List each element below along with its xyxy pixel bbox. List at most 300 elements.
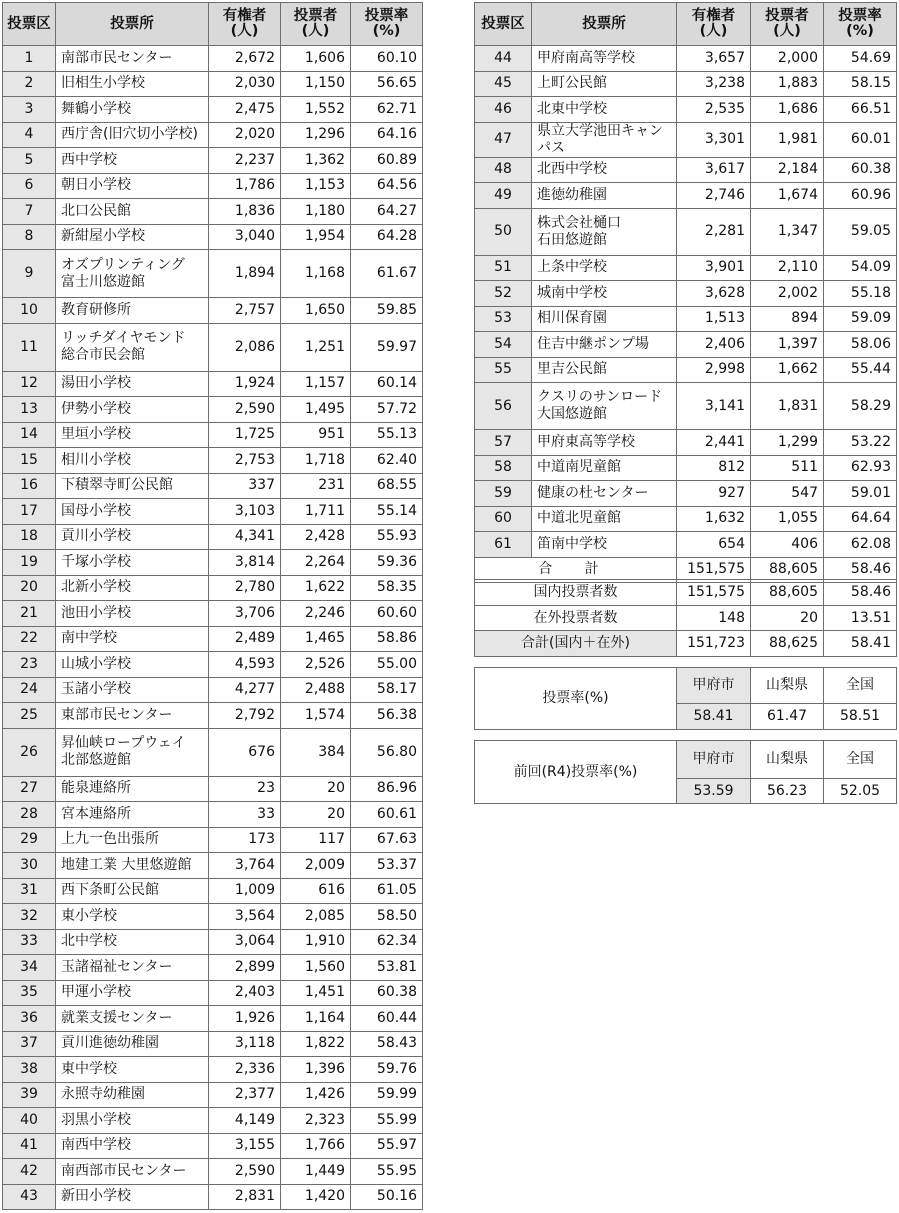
right-results-table xyxy=(474,2,897,583)
station-name-line: 甲府東高等学校 xyxy=(537,433,635,450)
rate-value: 55.97 xyxy=(351,1133,423,1159)
table-row xyxy=(3,1108,423,1134)
previous-value-prefecture: 56.23 xyxy=(751,779,824,804)
district-number: 60 xyxy=(475,506,532,532)
eligible-value: 2,403 xyxy=(209,980,281,1006)
station-name-line: 住吉中継ポンプ場 xyxy=(537,335,649,352)
station-name xyxy=(56,652,209,678)
station-name-line: 西下条町公民館 xyxy=(61,882,159,899)
table-row xyxy=(3,550,423,576)
district-number: 29 xyxy=(3,827,56,853)
station-name-line: 石田悠遊館 xyxy=(537,231,607,248)
district-number: 40 xyxy=(3,1108,56,1134)
header-district: 投票区 xyxy=(475,3,532,46)
district-number: 15 xyxy=(3,448,56,474)
rate-value: 55.00 xyxy=(351,652,423,678)
station-name-line: 羽黒小学校 xyxy=(61,1111,131,1128)
eligible-value: 1,009 xyxy=(209,878,281,904)
voters-value: 1,831 xyxy=(751,383,824,430)
previous-turnout-table xyxy=(474,740,897,804)
rate-value: 59.09 xyxy=(824,306,897,332)
station-name xyxy=(56,827,209,853)
table-row xyxy=(3,728,423,776)
voters-value: 1,397 xyxy=(751,332,824,358)
table-row xyxy=(3,1057,423,1083)
table-row xyxy=(3,199,423,225)
rate-value: 58.17 xyxy=(351,677,423,703)
summary-label: 国内投票者数 xyxy=(475,580,677,606)
station-name-line: 北部悠遊館 xyxy=(61,752,131,768)
voters-value: 1,662 xyxy=(751,357,824,383)
eligible-value: 2,792 xyxy=(209,703,281,729)
table-row xyxy=(3,677,423,703)
eligible-value: 2,377 xyxy=(209,1082,281,1108)
table-row xyxy=(3,703,423,729)
right-table-body xyxy=(475,46,897,558)
voters-value: 384 xyxy=(281,728,351,776)
eligible-value: 2,672 xyxy=(209,46,281,72)
rate-value: 53.37 xyxy=(351,853,423,879)
voters-value: 1,574 xyxy=(281,703,351,729)
eligible-value: 3,064 xyxy=(209,929,281,955)
eligible-value: 812 xyxy=(677,455,751,481)
eligible-value: 2,406 xyxy=(677,332,751,358)
turnout-col-city: 甲府市 xyxy=(677,668,751,704)
rate-value: 60.38 xyxy=(824,157,897,183)
eligible-value: 3,103 xyxy=(209,499,281,525)
table-row xyxy=(3,298,423,324)
district-number: 30 xyxy=(3,853,56,879)
header-station: 投票所 xyxy=(532,3,677,46)
table-row xyxy=(3,853,423,879)
district-number: 23 xyxy=(3,652,56,678)
station-name xyxy=(56,1184,209,1210)
voters-value: 1,449 xyxy=(281,1159,351,1185)
rate-value: 60.10 xyxy=(351,46,423,72)
station-name xyxy=(56,550,209,576)
voters-value: 1,718 xyxy=(281,448,351,474)
rate-value: 61.05 xyxy=(351,878,423,904)
table-row xyxy=(475,532,897,558)
rate-value: 55.99 xyxy=(351,1108,423,1134)
rate-value: 57.72 xyxy=(351,397,423,423)
rate-value: 56.80 xyxy=(351,728,423,776)
station-name xyxy=(56,1082,209,1108)
table-row xyxy=(3,250,423,298)
eligible-value: 173 xyxy=(209,827,281,853)
station-name-line: 朝日小学校 xyxy=(61,177,131,194)
station-name xyxy=(56,878,209,904)
eligible-value: 1,786 xyxy=(209,173,281,199)
district-number: 37 xyxy=(3,1031,56,1057)
station-name xyxy=(56,626,209,652)
table-row xyxy=(3,122,423,148)
station-name-line: 玉諸福祉センター xyxy=(61,958,173,975)
station-name-line: 富士川悠遊館 xyxy=(61,273,145,290)
table-row xyxy=(475,332,897,358)
station-name xyxy=(56,250,209,298)
eligible-value: 2,441 xyxy=(677,430,751,456)
rate-value: 59.76 xyxy=(351,1057,423,1083)
table-row xyxy=(3,1006,423,1032)
eligible-value: 927 xyxy=(677,481,751,507)
rate-value: 64.64 xyxy=(824,506,897,532)
rate-value: 59.05 xyxy=(824,208,897,255)
rate-value: 56.38 xyxy=(351,703,423,729)
station-name-line: 北西中学校 xyxy=(537,161,607,178)
table-row xyxy=(3,397,423,423)
station-name xyxy=(56,97,209,123)
turnout-value-national: 58.51 xyxy=(824,704,897,730)
voters-value: 1,650 xyxy=(281,298,351,324)
voters-value: 1,606 xyxy=(281,46,351,72)
eligible-value: 2,757 xyxy=(209,298,281,324)
station-name-line: 西中学校 xyxy=(61,151,117,168)
voters-value: 1,822 xyxy=(281,1031,351,1057)
rate-value: 61.67 xyxy=(351,250,423,298)
table-row xyxy=(475,481,897,507)
district-number: 11 xyxy=(3,323,56,371)
station-name-line: 里垣小学校 xyxy=(61,426,131,443)
table-row xyxy=(3,1133,423,1159)
voters-value: 1,055 xyxy=(751,506,824,532)
eligible-value: 2,237 xyxy=(209,148,281,174)
table-row xyxy=(3,173,423,199)
eligible-value: 4,149 xyxy=(209,1108,281,1134)
eligible-value: 23 xyxy=(209,776,281,802)
rate-value: 67.63 xyxy=(351,827,423,853)
voters-value: 1,674 xyxy=(751,183,824,209)
station-name-line: 宮本連絡所 xyxy=(61,805,131,822)
rate-value: 54.09 xyxy=(824,255,897,281)
district-number: 57 xyxy=(475,430,532,456)
eligible-value: 3,301 xyxy=(677,122,751,157)
rate-value: 58.29 xyxy=(824,383,897,430)
eligible-value: 1,513 xyxy=(677,306,751,332)
station-name-line: 上条中学校 xyxy=(537,259,607,276)
voters-value: 2,526 xyxy=(281,652,351,678)
eligible-value: 3,238 xyxy=(677,71,751,97)
header-row xyxy=(3,3,423,46)
table-row xyxy=(475,455,897,481)
rate-value: 60.60 xyxy=(351,601,423,627)
station-name xyxy=(56,148,209,174)
rate-value: 60.96 xyxy=(824,183,897,209)
station-name-line: 湯田小学校 xyxy=(61,375,131,392)
summary-voters: 20 xyxy=(751,606,824,631)
station-name-line: リッチダイヤモンド xyxy=(61,330,186,346)
station-name xyxy=(56,323,209,371)
station-name xyxy=(56,1108,209,1134)
station-name xyxy=(56,1031,209,1057)
station-name-line: 里吉公民館 xyxy=(537,361,607,378)
district-number: 13 xyxy=(3,397,56,423)
rate-value: 53.22 xyxy=(824,430,897,456)
rate-value: 62.71 xyxy=(351,97,423,123)
station-name-line: 東中学校 xyxy=(61,1060,117,1077)
voters-value: 1,420 xyxy=(281,1184,351,1210)
table-row xyxy=(3,955,423,981)
voters-value: 2,488 xyxy=(281,677,351,703)
voters-value: 1,426 xyxy=(281,1082,351,1108)
table-row xyxy=(3,802,423,828)
table-row xyxy=(475,122,897,157)
station-name xyxy=(532,455,677,481)
station-name xyxy=(532,357,677,383)
table-row xyxy=(3,776,423,802)
eligible-value: 3,155 xyxy=(209,1133,281,1159)
table-row xyxy=(3,448,423,474)
summary-table xyxy=(474,579,897,657)
district-number: 43 xyxy=(3,1184,56,1210)
header-voters: 投票者 (人) xyxy=(281,3,351,46)
station-name-line: 総合市民会館 xyxy=(61,347,145,363)
table-row xyxy=(3,323,423,371)
voters-value: 1,552 xyxy=(281,97,351,123)
station-name-line: 池田小学校 xyxy=(61,604,131,621)
summary-row-combined xyxy=(475,631,897,657)
turnout-col-prefecture: 山梨県 xyxy=(751,668,824,704)
voters-value: 406 xyxy=(751,532,824,558)
eligible-value: 2,535 xyxy=(677,97,751,123)
table-row xyxy=(3,371,423,397)
station-name xyxy=(56,703,209,729)
station-name xyxy=(56,802,209,828)
rate-value: 62.93 xyxy=(824,455,897,481)
district-number: 41 xyxy=(3,1133,56,1159)
voters-value: 117 xyxy=(281,827,351,853)
table-row xyxy=(475,357,897,383)
rate-value: 64.27 xyxy=(351,199,423,225)
station-name xyxy=(56,955,209,981)
total-eligible: 151,575 xyxy=(677,557,751,582)
station-name xyxy=(532,306,677,332)
table-row xyxy=(475,208,897,255)
station-name-line: 国母小学校 xyxy=(61,502,131,519)
table-row xyxy=(3,499,423,525)
district-number: 27 xyxy=(3,776,56,802)
voters-value: 1,362 xyxy=(281,148,351,174)
rate-value: 62.34 xyxy=(351,929,423,955)
district-number: 19 xyxy=(3,550,56,576)
station-name xyxy=(532,281,677,307)
district-number: 45 xyxy=(475,71,532,97)
station-name-line: 健康の杜センター xyxy=(537,484,649,501)
eligible-value: 2,020 xyxy=(209,122,281,148)
voters-value: 951 xyxy=(281,422,351,448)
voters-value: 616 xyxy=(281,878,351,904)
voters-value: 1,910 xyxy=(281,929,351,955)
voters-value: 2,184 xyxy=(751,157,824,183)
table-row xyxy=(475,46,897,72)
district-number: 22 xyxy=(3,626,56,652)
voters-value: 1,164 xyxy=(281,1006,351,1032)
turnout-col-national: 全国 xyxy=(824,668,897,704)
voters-value: 20 xyxy=(281,802,351,828)
station-name xyxy=(56,224,209,250)
district-number: 32 xyxy=(3,904,56,930)
station-name xyxy=(56,448,209,474)
voters-value: 2,085 xyxy=(281,904,351,930)
district-number: 4 xyxy=(3,122,56,148)
station-name-line: 舞鶴小学校 xyxy=(61,100,131,117)
station-name xyxy=(56,122,209,148)
voters-value: 1,495 xyxy=(281,397,351,423)
total-rate: 58.46 xyxy=(824,557,897,582)
district-number: 48 xyxy=(475,157,532,183)
table-row xyxy=(3,1031,423,1057)
voters-value: 1,883 xyxy=(751,71,824,97)
header-eligible: 有権者 (人) xyxy=(209,3,281,46)
station-name-line: 能泉連絡所 xyxy=(61,780,131,797)
rate-value: 60.38 xyxy=(351,980,423,1006)
eligible-value: 2,336 xyxy=(209,1057,281,1083)
summary-row-domestic xyxy=(475,580,897,606)
district-number: 61 xyxy=(475,532,532,558)
voters-value: 2,000 xyxy=(751,46,824,72)
table-row xyxy=(3,929,423,955)
station-name xyxy=(532,255,677,281)
rate-value: 58.50 xyxy=(351,904,423,930)
voters-value: 1,954 xyxy=(281,224,351,250)
summary-voters: 88,625 xyxy=(751,631,824,657)
station-name xyxy=(532,157,677,183)
turnout-table xyxy=(474,667,897,730)
rate-value: 66.51 xyxy=(824,97,897,123)
table-row xyxy=(3,97,423,123)
district-number: 55 xyxy=(475,357,532,383)
table-row xyxy=(3,980,423,1006)
station-name-line: 旧相生小学校 xyxy=(61,75,145,92)
rate-value: 60.01 xyxy=(824,122,897,157)
rate-value: 55.18 xyxy=(824,281,897,307)
voters-value: 1,766 xyxy=(281,1133,351,1159)
station-name xyxy=(56,677,209,703)
station-name-line: 進徳幼稚園 xyxy=(537,186,607,203)
summary-label: 合計(国内＋在外) xyxy=(475,631,677,657)
district-number: 44 xyxy=(475,46,532,72)
eligible-value: 4,593 xyxy=(209,652,281,678)
eligible-value: 2,489 xyxy=(209,626,281,652)
voters-value: 2,323 xyxy=(281,1108,351,1134)
summary-eligible: 148 xyxy=(677,606,751,631)
station-name xyxy=(532,383,677,430)
district-number: 10 xyxy=(3,298,56,324)
station-name xyxy=(56,371,209,397)
voters-value: 2,009 xyxy=(281,853,351,879)
station-name-line: 上町公民館 xyxy=(537,75,607,92)
station-name xyxy=(56,1006,209,1032)
eligible-value: 654 xyxy=(677,532,751,558)
station-name xyxy=(56,524,209,550)
eligible-value: 3,617 xyxy=(677,157,751,183)
previous-value-city: 53.59 xyxy=(677,779,751,804)
rate-value: 58.15 xyxy=(824,71,897,97)
district-number: 14 xyxy=(3,422,56,448)
left-table-body xyxy=(3,46,423,1210)
station-name-line: 地建工業 大里悠遊館 xyxy=(61,856,192,873)
rate-value: 58.86 xyxy=(351,626,423,652)
station-name xyxy=(56,397,209,423)
station-name xyxy=(532,430,677,456)
rate-value: 59.99 xyxy=(351,1082,423,1108)
voters-value: 1,451 xyxy=(281,980,351,1006)
eligible-value: 3,564 xyxy=(209,904,281,930)
voters-value: 1,296 xyxy=(281,122,351,148)
voters-value: 1,560 xyxy=(281,955,351,981)
district-number: 25 xyxy=(3,703,56,729)
station-name xyxy=(56,904,209,930)
rate-value: 59.85 xyxy=(351,298,423,324)
station-name-line: 新田小学校 xyxy=(61,1188,131,1205)
eligible-value: 2,780 xyxy=(209,575,281,601)
district-number: 2 xyxy=(3,71,56,97)
station-name xyxy=(56,473,209,499)
station-name-line: 中道北児童館 xyxy=(537,510,621,527)
previous-col-city: 甲府市 xyxy=(677,741,751,779)
rate-value: 68.55 xyxy=(351,473,423,499)
district-number: 36 xyxy=(3,1006,56,1032)
voters-value: 1,153 xyxy=(281,173,351,199)
district-number: 7 xyxy=(3,199,56,225)
station-name-line: 甲運小学校 xyxy=(61,984,131,1001)
voters-value: 1,251 xyxy=(281,323,351,371)
district-number: 49 xyxy=(475,183,532,209)
table-row xyxy=(3,46,423,72)
eligible-value: 1,836 xyxy=(209,199,281,225)
rate-value: 55.44 xyxy=(824,357,897,383)
district-number: 21 xyxy=(3,601,56,627)
district-number: 9 xyxy=(3,250,56,298)
station-name-line: 南部市民センター xyxy=(61,49,173,66)
voters-value: 511 xyxy=(751,455,824,481)
station-name xyxy=(56,1057,209,1083)
eligible-value: 3,040 xyxy=(209,224,281,250)
voters-value: 1,180 xyxy=(281,199,351,225)
station-name-line: 昇仙峡ロープウェイ xyxy=(61,735,186,751)
district-number: 31 xyxy=(3,878,56,904)
rate-value: 62.08 xyxy=(824,532,897,558)
eligible-value: 3,706 xyxy=(209,601,281,627)
eligible-value: 3,657 xyxy=(677,46,751,72)
summary-rate: 58.46 xyxy=(824,580,897,606)
station-name-line: 中道南児童館 xyxy=(537,459,621,476)
rate-value: 60.89 xyxy=(351,148,423,174)
voters-value: 2,264 xyxy=(281,550,351,576)
station-name-line: 上九一色出張所 xyxy=(61,831,159,848)
eligible-value: 3,814 xyxy=(209,550,281,576)
previous-label: 前回(R4)投票率(%) xyxy=(475,741,677,804)
station-name xyxy=(532,97,677,123)
header-eligible: 有権者 (人) xyxy=(677,3,751,46)
eligible-value: 2,281 xyxy=(677,208,751,255)
station-name xyxy=(56,728,209,776)
station-name-line: 東部市民センター xyxy=(61,706,173,723)
table-row xyxy=(475,506,897,532)
eligible-value: 1,632 xyxy=(677,506,751,532)
station-name xyxy=(56,199,209,225)
rate-value: 55.13 xyxy=(351,422,423,448)
district-number: 12 xyxy=(3,371,56,397)
voters-value: 1,981 xyxy=(751,122,824,157)
voters-value: 2,002 xyxy=(751,281,824,307)
district-number: 8 xyxy=(3,224,56,250)
eligible-value: 3,118 xyxy=(209,1031,281,1057)
station-name xyxy=(532,71,677,97)
table-row xyxy=(3,473,423,499)
table-row xyxy=(3,575,423,601)
table-row xyxy=(3,1082,423,1108)
